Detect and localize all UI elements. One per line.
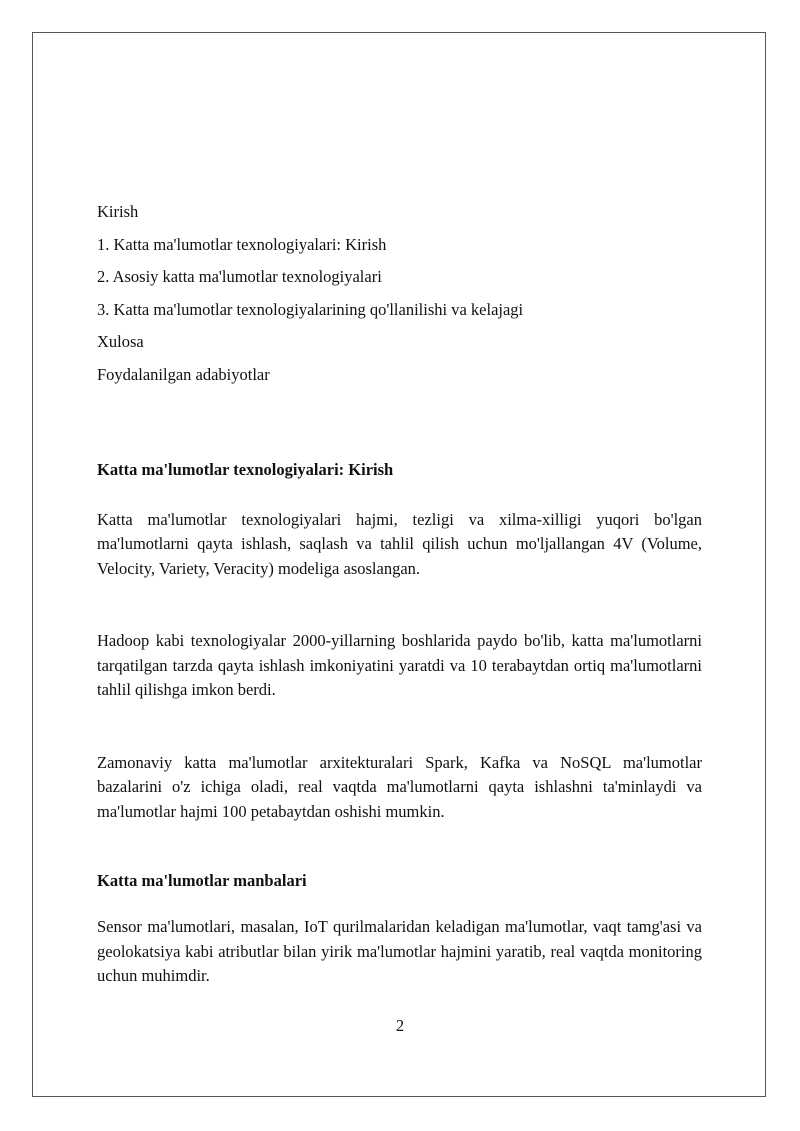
section-heading: Katta ma'lumotlar manbalari	[97, 871, 307, 891]
toc-item: 3. Katta ma'lumotlar texnologiyalarining qo'llanilishi va kelajagi	[97, 299, 524, 319]
paragraph: Sensor ma'lumotlari, masalan, IoT qurilmalaridan keladigan ma'lumotlar, vaqt tamg'asi va geolokatsiya kabi atributlar bilan yirik ma'lumotlar hajmini yaratib, real vaqtda monitoring uchun muhimdir.	[97, 917, 702, 986]
table-of-contents	[97, 200, 702, 396]
paragraph: Katta ma'lumotlar texnologiyalari hajmi, tezligi va xilma-xilligi yuqori bo'lgan ma'lumotlarni qayta ishlash, saqlash va tahlil qilish uchun mo'ljallangan 4V (Volume, Velocity, Variety, Veracity) modeliga asoslangan.	[97, 509, 702, 578]
toc-item: 1. Katta ma'lumotlar texnologiyalari: Kirish	[97, 234, 387, 254]
paragraph: Hadoop kabi texnologiyalar 2000-yillarning boshlarida paydo bo'lib, katta ma'lumotlarni tarqatilgan tarzda qayta ishlash imkoniyatini yaratdi va 10 terabaytdan ortiq ma'lumotlarni tahlil qilishga imkon berdi.	[97, 631, 702, 700]
section-heading: Katta ma'lumotlar texnologiyalari: Kirish	[97, 459, 394, 479]
paragraph: Zamonaviy katta ma'lumotlar arxitekturalari Spark, Kafka va NoSQL ma'lumotlar bazalarini o'z ichiga oladi, real vaqtda ma'lumotlarni qayta ishlashni ta'minlaydi va ma'lumotlar hajmi 100 petabaytdan oshishi mumkin.	[97, 752, 702, 821]
toc-item: Foydalanilgan adabiyotlar	[97, 364, 270, 384]
toc-item: 2. Asosiy katta ma'lumotlar texnologiyalari	[97, 267, 382, 287]
toc-item: Xulosa	[97, 332, 144, 352]
toc-item: Kirish	[97, 202, 139, 221]
page-content	[97, 200, 702, 989]
page-number: 2	[395, 1016, 405, 1035]
